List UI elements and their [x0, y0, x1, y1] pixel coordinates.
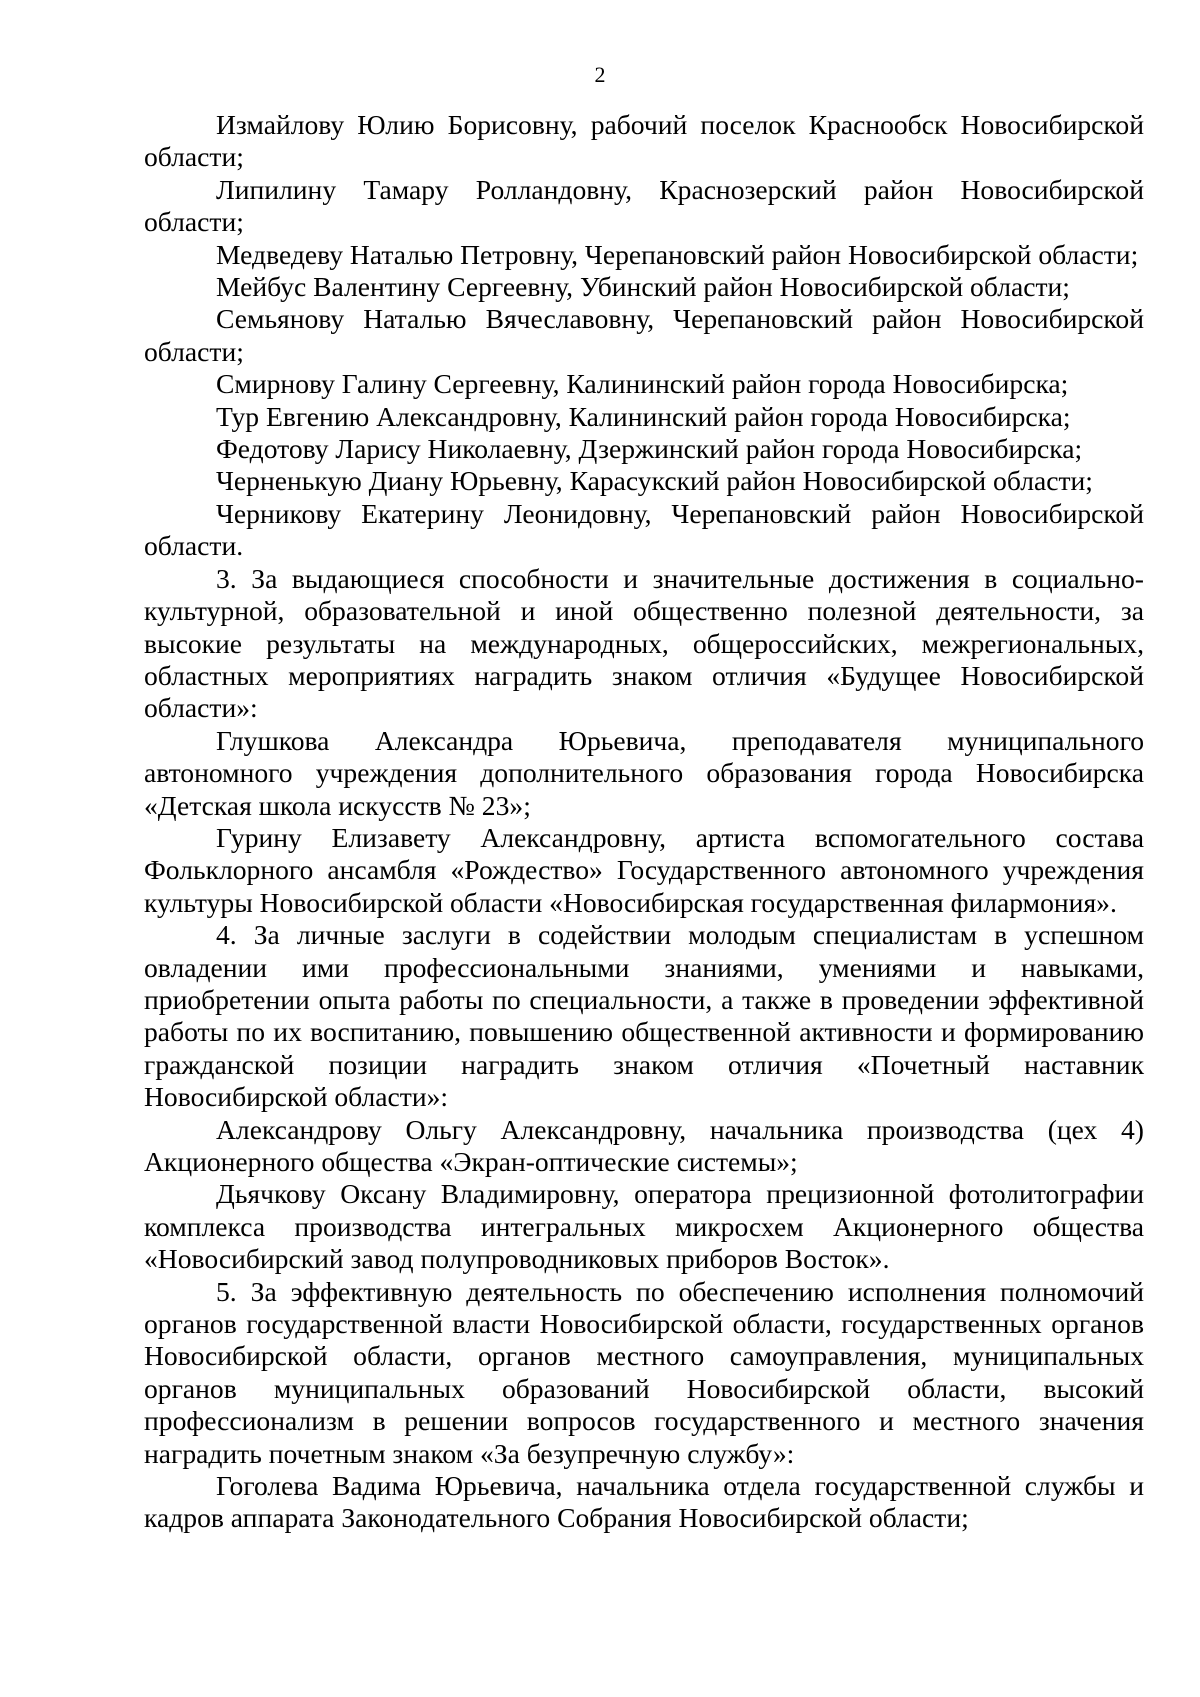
award-recipient-tur: Тур Евгению Александровну, Калининский район города Новосибирска;: [216, 400, 1071, 432]
award-recipient-meibus: Мейбус Валентину Сергеевну, Убинский район Новосибирской области;: [216, 271, 1070, 303]
award-recipient-semyanova: Семьянову Наталью Вячеславовну, Черепановский район Новосибирской области;: [144, 303, 1144, 367]
award-recipient-lipilina: Липилину Тамару Ролландовну, Краснозерский район Новосибирской области;: [144, 173, 1144, 238]
section-5-heading: 5. За эффективную деятельность по обеспечению исполнения полномочий органов государственной власти Новосибирской области, государственных органов Новосибирской области, органов местного самоуправления, муниципальных органов муниципальных образований Новосибирской области, высокий профессионализм в решении вопросов государственного и местного значения наградить почетным знаком «За безупречную службу»:: [144, 1275, 1144, 1469]
award-recipient-chernenkaya: Черненькую Диану Юрьевну, Карасукский район Новосибирской области;: [216, 465, 1093, 497]
award-recipient-chernikova: Черникову Екатерину Леонидовну, Черепановский район Новосибирской области.: [144, 497, 1144, 562]
award-recipient-gogolev: Гоголева Вадима Юрьевича, начальника отдела государственной службы и кадров аппарата Законодательного Собрания Новосибирской области;: [144, 1470, 1144, 1534]
award-recipient-glushkov: Глушкова Александра Юрьевича, преподавателя муниципального автономного учреждения дополнительного образования города Новосибирска «Детская школа искусств № 23»;: [144, 724, 1144, 821]
award-recipient-gurina: Гурину Елизавету Александровну, артиста вспомогательного состава Фольклорного ансамбля «Рождество» Государственного автономного учреждения культуры Новосибирской области «Новосибирская государственная филармония».: [144, 821, 1144, 918]
award-recipient-fedotova: Федотову Ларису Николаевну, Дзержинский район города Новосибирска;: [216, 433, 1083, 465]
award-recipient-medvedeva: Медведеву Наталью Петровну, Черепановский район Новосибирской области;: [216, 238, 1139, 270]
award-recipient-aleksandrova: Александрову Ольгу Александровну, начальника производства (цех 4) Акционерного общества «Экран-оптические системы»;: [144, 1113, 1144, 1177]
document-body: [144, 109, 1144, 1535]
award-recipient-smirnova: Смирнову Галину Сергеевну, Калининский район города Новосибирска;: [216, 368, 1069, 400]
award-recipient-izmailova: Измайлову Юлию Борисовну, рабочий поселок Краснообск Новосибирской области;: [144, 109, 1144, 173]
section-4-heading: 4. За личные заслуги в содействии молодым специалистам в успешном овладении ими профессиональными знаниями, умениями и навыками, приобретении опыта работы по специальности, а также в проведении эффективной работы по их воспитанию, повышению общественной активности и формированию гражданской позиции наградить знаком отличия «Почетный наставник Новосибирской области»:: [144, 919, 1144, 1113]
page-number: 2: [594, 62, 606, 87]
section-3-heading: 3. За выдающиеся способности и значительные достижения в социально-культурной, образовательной и иной общественно полезной деятельности, за высокие результаты на международных, общероссийских, межрегиональных, областных мероприятиях наградить знаком отличия «Будущее Новосибирской области»:: [144, 562, 1144, 724]
award-recipient-dyachkova: Дьячкову Оксану Владимировну, оператора прецизионной фотолитографии комплекса производства интегральных микросхем Акционерного общества «Новосибирский завод полупроводниковых приборов Восток».: [144, 1178, 1144, 1275]
